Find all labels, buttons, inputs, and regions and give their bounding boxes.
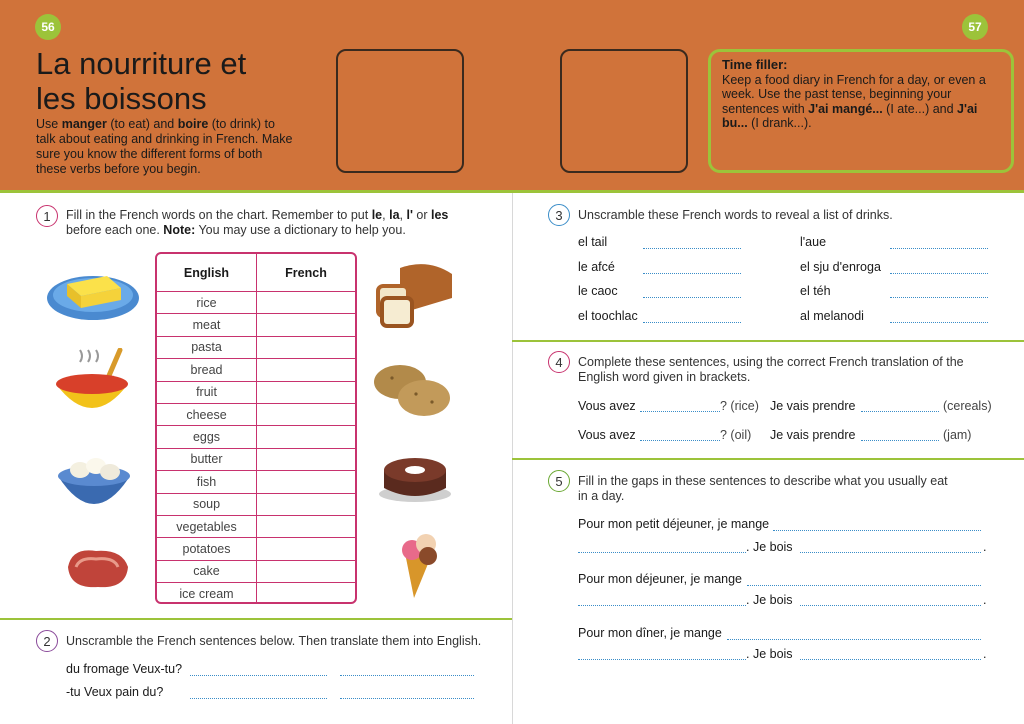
french-answer-cell[interactable]: [257, 561, 355, 582]
english-word: fish: [157, 471, 257, 492]
tf-bold-2: J'ai bu...: [722, 101, 978, 130]
intro-text: [36, 117, 296, 177]
soup-bowl-icon: [52, 348, 134, 423]
q1-bold: l': [406, 208, 413, 222]
table-row: [157, 292, 355, 314]
butter-dish-icon: [45, 262, 143, 324]
english-word: fruit: [157, 382, 257, 403]
intro-part: (to drink) to talk about eating and drinking in French. Make sure you know the different forms of both these verbs before you begin.: [36, 117, 293, 176]
q1-part: or: [412, 208, 431, 222]
food-chart-header: [157, 254, 355, 292]
french-answer-cell[interactable]: [257, 426, 355, 447]
q1-part: ,: [399, 208, 407, 222]
page-number-left: 56: [35, 14, 61, 40]
food-chart: [155, 252, 357, 604]
column-header-english: English: [157, 254, 257, 291]
question-1-text: [66, 208, 486, 238]
q1-bold: le: [371, 208, 383, 222]
tf-bold-1: J'ai mangé...: [808, 101, 883, 116]
table-row: [157, 404, 355, 426]
intro-bold-boire: boire: [177, 117, 209, 131]
q3-scrambled-word-left: le caoc: [578, 284, 618, 298]
title-line-1: La nourriture et: [36, 46, 247, 81]
table-row: [157, 471, 355, 493]
french-answer-cell[interactable]: [257, 359, 355, 380]
q5-line-1-end: .: [983, 540, 987, 554]
q5-line-1-prompt: Pour mon petit déjeuner, je mange: [578, 517, 770, 531]
ice-cream-icon: [398, 528, 446, 600]
q4-answer-3[interactable]: [640, 431, 720, 441]
english-word: meat: [157, 314, 257, 335]
q4-sentence-2-start: Je vais prendre: [770, 399, 856, 413]
title-line-2: les boissons: [36, 81, 207, 116]
tf-part: (I drank...).: [747, 116, 812, 130]
q4-sentence-3-start: Vous avez: [578, 428, 636, 442]
table-row: [157, 359, 355, 381]
q5-line-3-end: .: [983, 647, 987, 661]
table-row: [157, 314, 355, 336]
eggs-bowl-icon: [56, 452, 132, 514]
french-answer-cell[interactable]: [257, 314, 355, 335]
table-row: [157, 538, 355, 560]
q5-line-2-drink-prompt: . Je bois: [746, 593, 793, 607]
table-row: [157, 561, 355, 583]
q1-bold: la: [389, 208, 400, 222]
photo-box-2: [560, 49, 688, 173]
bread-icon: [372, 258, 458, 330]
q2-answer-2-french[interactable]: [190, 689, 327, 699]
column-header-french: French: [285, 265, 327, 280]
q5-answer-1-food[interactable]: [773, 521, 981, 531]
french-answer-cell[interactable]: [257, 583, 355, 604]
french-answer-cell[interactable]: [257, 538, 355, 559]
question-number-4: 4: [548, 351, 570, 373]
potatoes-icon: [372, 360, 454, 420]
tf-part: Keep a food diary in French for a day, or even a week. Use the past tense, beginning your sentences with: [722, 72, 986, 116]
english-word: potatoes: [157, 538, 257, 559]
q5-line-3-prompt: Pour mon dîner, je mange: [578, 626, 722, 640]
question-4-text: Complete these sentences, using the correct French translation of the English word given in brackets.: [578, 355, 964, 384]
english-word: cheese: [157, 404, 257, 425]
french-answer-cell[interactable]: [257, 404, 355, 425]
q5-answer-2-food[interactable]: [747, 576, 981, 586]
time-filler-text: [722, 73, 1000, 131]
intro-part: Use: [36, 117, 62, 131]
q3-scrambled-word-right: el sju d'enroga: [800, 260, 881, 274]
q5-line-2-prompt: Pour mon déjeuner, je mange: [578, 572, 742, 586]
table-row: [157, 426, 355, 448]
q1-part: ,: [382, 208, 390, 222]
q1-bold-note: Note:: [163, 223, 196, 237]
q4-sentence-4-hint: (jam): [943, 428, 972, 442]
english-word: pasta: [157, 337, 257, 358]
english-word: rice: [157, 292, 257, 313]
q2-answer-1-french[interactable]: [190, 666, 327, 676]
meat-steak-icon: [62, 545, 132, 593]
french-answer-cell[interactable]: [257, 516, 355, 537]
q4-answer-4[interactable]: [861, 431, 939, 441]
q4-sentence-1-hint: ? (rice): [720, 399, 759, 413]
question-2-text: Unscramble the French sentences below. Then translate them into English.: [66, 634, 482, 648]
q3-scrambled-word-left: el toochlac: [578, 309, 638, 323]
q3-answer-left[interactable]: [643, 313, 741, 323]
q2-answer-2-english[interactable]: [340, 689, 474, 699]
q5-answer-1-food-cont[interactable]: [578, 543, 746, 553]
time-filler-title: Time filler:: [722, 57, 788, 72]
q5-answer-3-drink[interactable]: [800, 650, 981, 660]
q5-answer-2-food-cont[interactable]: [578, 596, 746, 606]
q5-line-3-drink-prompt: . Je bois: [746, 647, 793, 661]
page-title: [36, 46, 336, 116]
q4-sentence-1-start: Vous avez: [578, 399, 636, 413]
q5-answer-3-food[interactable]: [727, 630, 981, 640]
q5-answer-3-food-cont[interactable]: [578, 650, 746, 660]
french-answer-cell[interactable]: [257, 449, 355, 470]
q3-answer-right[interactable]: [890, 239, 988, 249]
english-word: cake: [157, 561, 257, 582]
tf-part: (I ate...) and: [882, 101, 958, 116]
q3-scrambled-word-right: l'aue: [800, 235, 827, 249]
q2-answer-1-english[interactable]: [340, 666, 474, 676]
question-5-text: Fill in the gaps in these sentences to describe what you usually eat in a day.: [578, 474, 948, 503]
question-number-3: 3: [548, 204, 570, 226]
q1-bold: les: [431, 208, 449, 222]
cake-icon: [376, 448, 454, 504]
time-filler-box: [708, 49, 1014, 173]
q5-line-2-end: .: [983, 593, 987, 607]
q2-item-2: -tu Veux pain du?: [66, 685, 164, 699]
question-number-5: 5: [548, 470, 570, 492]
intro-bold-manger: manger: [61, 117, 107, 131]
table-row: [157, 583, 355, 604]
question-number-2: 2: [36, 630, 58, 652]
english-word: butter: [157, 449, 257, 470]
table-row: [157, 449, 355, 471]
photo-box-1: [336, 49, 464, 173]
q3-scrambled-word-left: le afcé: [578, 260, 615, 274]
q1-part: Fill in the French words on the chart. Remember to put: [66, 208, 372, 222]
english-word: eggs: [157, 426, 257, 447]
q3-scrambled-word-right: al melanodi: [800, 309, 864, 323]
french-answer-cell[interactable]: [257, 471, 355, 492]
q3-answer-left[interactable]: [643, 264, 741, 274]
q4-sentence-4-start: Je vais prendre: [770, 428, 856, 442]
q4-answer-2[interactable]: [861, 402, 939, 412]
question-3-text: Unscramble these French words to reveal a list of drinks.: [578, 208, 893, 222]
english-word: soup: [157, 494, 257, 515]
section-divider-q4: [512, 340, 1024, 342]
section-divider-q2: [0, 618, 512, 620]
q3-answer-right[interactable]: [890, 313, 988, 323]
french-answer-cell[interactable]: [257, 494, 355, 515]
english-word: ice cream: [157, 583, 257, 604]
q3-answer-right[interactable]: [890, 264, 988, 274]
q5-answer-1-drink[interactable]: [800, 543, 981, 553]
intro-part: (to eat) and: [106, 117, 178, 131]
question-number-1: 1: [36, 205, 58, 227]
table-row: [157, 516, 355, 538]
q4-answer-1[interactable]: [640, 402, 720, 412]
english-word: bread: [157, 359, 257, 380]
q3-scrambled-word-left: el tail: [578, 235, 608, 249]
table-row: [157, 382, 355, 404]
q4-sentence-2-hint: (cereals): [943, 399, 992, 413]
table-row: [157, 494, 355, 516]
q3-scrambled-word-right: el téh: [800, 284, 831, 298]
q1-part: before each one.: [66, 223, 164, 237]
q5-answer-2-drink[interactable]: [800, 596, 981, 606]
french-answer-cell[interactable]: [257, 382, 355, 403]
q5-line-1-drink-prompt: . Je bois: [746, 540, 793, 554]
table-row: [157, 337, 355, 359]
page-number-right: 57: [962, 14, 988, 40]
q3-answer-left[interactable]: [643, 288, 741, 298]
section-divider-q5: [512, 458, 1024, 460]
q4-sentence-3-hint: ? (oil): [720, 428, 752, 442]
q3-answer-left[interactable]: [643, 239, 741, 249]
q2-item-1: du fromage Veux-tu?: [66, 662, 183, 676]
q3-answer-right[interactable]: [890, 288, 988, 298]
english-word: vegetables: [157, 516, 257, 537]
q1-part: You may use a dictionary to help you.: [195, 223, 406, 237]
french-answer-cell[interactable]: [257, 337, 355, 358]
french-answer-cell[interactable]: [257, 292, 355, 313]
